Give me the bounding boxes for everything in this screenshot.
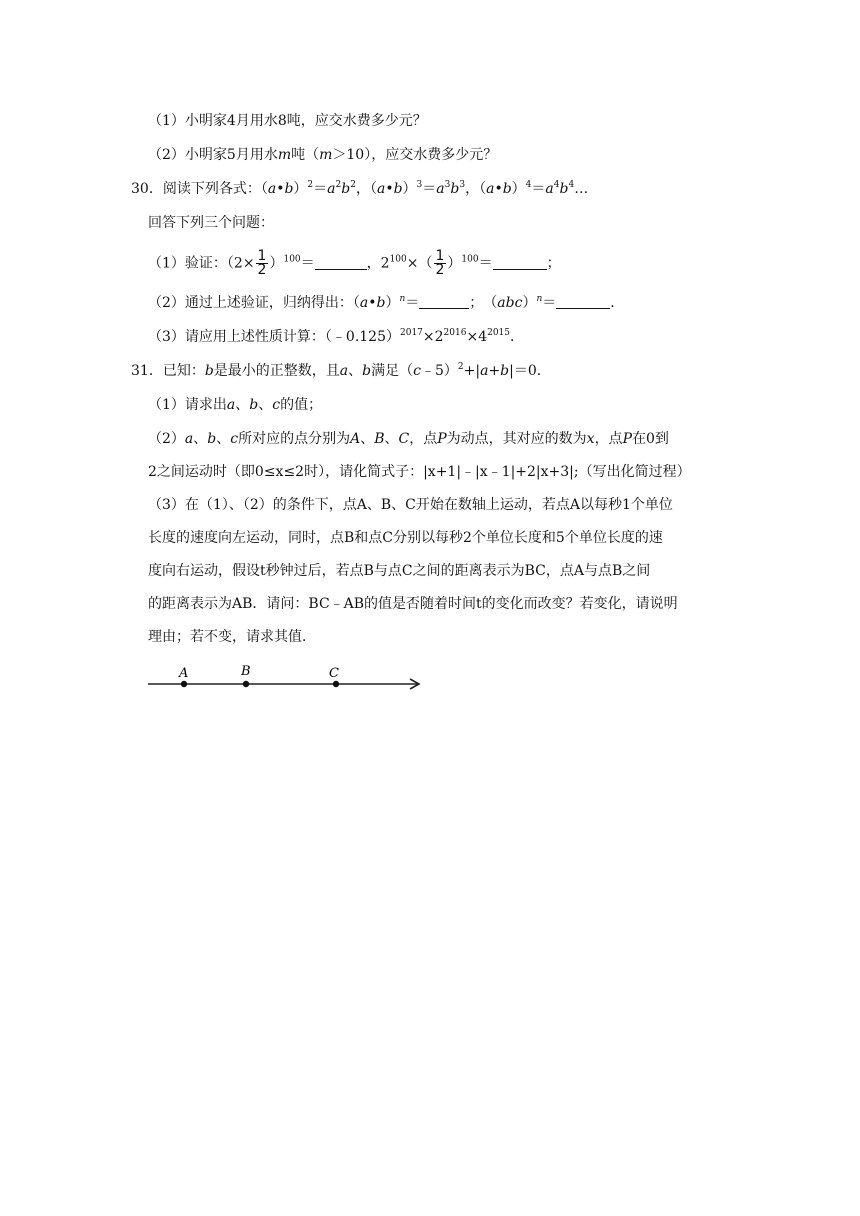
number-line-figure <box>140 658 440 698</box>
answer-blank <box>556 294 610 309</box>
answer-blank <box>315 255 367 270</box>
q31-part3-line3: 度向右运动，假设t秒钟过后，若点B与点C之间的距离表示为BC，点A与点B之间 <box>148 563 651 579</box>
q31-part3-line2: 长度的速度向左运动，同时，点B和点C分别以每秒2个单位长度和5个单位长度的速 <box>148 530 663 546</box>
q29-part1 <box>148 111 427 131</box>
answer-blank <box>419 294 469 309</box>
q30-part1: （1）验证：（2× $\frac{1}{2}$ ）$^{100}$＝ ，$2^{100}\times$（ $\frac{1}{2}$ ）$^{100}$＝ ； <box>148 248 561 278</box>
q31-part2-line1: （2）a、b、c所对应的点分别为A、B、C，点P为动点，其对应的数为x，点P在0到 <box>148 431 669 447</box>
question-number: 30． <box>131 181 163 197</box>
q30-intro: 30．阅读下列各式：$(a•b)^2=a^2b^2$，$(a•b)^3=a^3b^3$，$(a•b)^4=a^4b^4\dots$ <box>131 180 589 197</box>
point-b <box>243 681 249 687</box>
q31-part3-line1: （3）在（1）、（2）的条件下，点A、B、C开始在数轴上运动，若点A以每秒1个单位 <box>148 497 673 513</box>
fraction-half: $\frac{1}{2}$ <box>257 248 267 278</box>
q30-part3: （3）请应用上述性质计算：$(﹣0.125)^{2017}\times 2^{2016}\times 4^{2015}$． <box>148 328 524 345</box>
fraction-half: $\frac{1}{2}$ <box>435 248 445 278</box>
q30-part2: （2）通过上述验证，归纳得出：（a•b）$^n$＝ ； （abc）$^n$＝ ． <box>148 294 625 311</box>
point-a <box>181 681 187 687</box>
q30-ask: 回答下列三个问题： <box>148 215 274 231</box>
label-b: B <box>241 664 251 679</box>
point-c <box>333 681 339 687</box>
q31-part1: （1）请求出a、b、c的值； <box>148 397 323 413</box>
q31-intro: 31．已知：b是最小的正整数，且a、b满足（c﹣5）$^2$+|a+b|＝0． <box>131 362 551 379</box>
q31-part3-line4: 的距离表示为AB．请问：BC﹣AB的值是否随着时间t的变化而改变？若变化，请说明 <box>148 596 678 612</box>
label-a: A <box>179 666 189 681</box>
q29-part1-text: （1）小明家4月用水8吨，应交水费多少元？ <box>148 113 427 129</box>
label-c: C <box>329 666 339 681</box>
q29-part2: （2）小明家5月用水m吨（m＞10），应交水费多少元？ <box>148 147 498 163</box>
q31-part2-line2: 2之间运动时（即0≤x≤2时），请化简式子：|x+1|﹣|x﹣1|+2|x+3|;（写出化简过程） <box>148 464 691 480</box>
question-number: 31． <box>131 363 163 379</box>
q31-part3-line5: 理由；若不变，请求其值． <box>148 629 316 645</box>
answer-blank <box>493 255 547 270</box>
